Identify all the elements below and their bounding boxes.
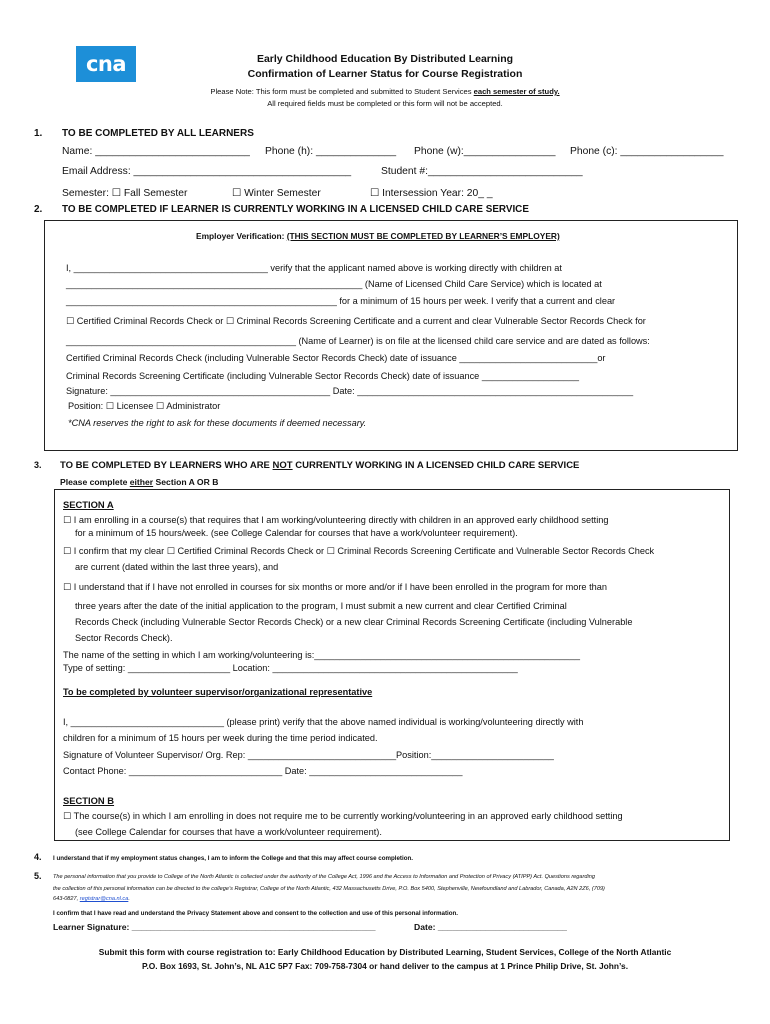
section-a-item-3-cont-1: three years after the date of the initial application to the program, I must submit a new current and clear Certified Criminal (75, 601, 567, 611)
section-a-item-1-cont: for a minimum of 15 hours/week. (see College Calendar for courses that have a work/volunteer requirement). (75, 528, 518, 538)
setting-name-field[interactable]: The name of the setting in which I am working/volunteering is:____________________________________________________ (63, 650, 580, 660)
employer-crsc-date[interactable]: Criminal Records Screening Certificate (including Vulnerable Sector Records Check) date of issuance ___________________ (66, 371, 579, 381)
employment-change-notice: I understand that if my employment status changes, I am to inform the College and that this may affect course completion. (53, 855, 413, 862)
volunteer-signature-position[interactable]: Signature of Volunteer Supervisor/ Org. Rep: _____________________________Position:________________________ (63, 750, 554, 760)
employer-verification-title: Employer Verification: (THIS SECTION MUST BE COMPLETED BY LEARNER’S EMPLOYER) (196, 231, 560, 241)
setting-type-location-field[interactable]: Type of setting: ____________________ Location: ________________________________________________ (63, 663, 518, 673)
student-number-field[interactable]: Student #:___________________________ (381, 166, 583, 177)
section-a-item-3[interactable]: ☐ I understand that if I have not enrolled in courses for six months or more and/or if I have been enrolled in the program for more than (63, 582, 607, 592)
section-b-item-cont: (see College Calendar for courses that have a work/volunteer requirement). (75, 827, 382, 837)
semester-intersession-checkbox[interactable]: ☐ Intersession Year: 20_ _ (370, 188, 493, 199)
privacy-consent-statement: I confirm that I have read and understand the Privacy Statement above and consent to the collection and use of this personal information. (53, 910, 459, 917)
semester-fall-checkbox[interactable]: Semester: ☐ Fall Semester (62, 188, 188, 199)
volunteer-supervisor-heading: To be completed by volunteer supervisor/organizational representative (63, 687, 373, 697)
submission-note: Please Note: This form must be completed and submitted to Student Services each semester of study. (210, 87, 560, 96)
volunteer-phone-date[interactable]: Contact Phone: ______________________________ Date: ______________________________ (63, 766, 463, 776)
section-3-number: 3. (34, 460, 42, 470)
volunteer-verify-cont: children for a minimum of 15 hours per week during the time period indicated. (63, 733, 378, 743)
section-a-heading: SECTION A (63, 499, 114, 510)
privacy-statement-line-3: 643-0827, registrar@cna.nl.ca. (53, 896, 130, 902)
employer-position-checkboxes[interactable]: Position: ☐ Licensee ☐ Administrator (68, 401, 221, 411)
phone-home-field[interactable]: Phone (h): ______________ (265, 146, 397, 157)
section-3-heading: TO BE COMPLETED BY LEARNERS WHO ARE NOT CURRENTLY WORKING IN A LICENSED CHILD CARE SERVICE (60, 460, 580, 471)
section-a-item-2-cont: are current (dated within the last three years), and (75, 562, 279, 572)
cna-logo: cna (76, 46, 136, 82)
learner-signature-field[interactable]: Learner Signature: ___________________________________________________ (53, 922, 376, 932)
section-a-item-3-cont-2: Records Check (including Vulnerable Sector Records Check) or a new clear Criminal Records Screening Certificate (including Vulnerable (75, 617, 633, 627)
section-b-heading: SECTION B (63, 795, 115, 806)
employer-line-5[interactable]: _____________________________________________ (Name of Learner) is on file at the licensed child care service and are dated as follows: (66, 336, 650, 346)
privacy-statement-line-2: the collection of this personal information can be directed to the college’s Registrar, College of the North Atlantic, 432 Massachusetts Drive, P.O. Box 5400, Stephenville, Newfoundland and Labrador, Canada, A2N 2Z6, (709) (53, 886, 605, 892)
section-b-item[interactable]: ☐ The course(s) in which I am enrolling in does not require me to be currently working/volunteering in an approved early childhood setting (63, 811, 623, 821)
employer-crc-date[interactable]: Certified Criminal Records Check (including Vulnerable Sector Records Check) date of issuance ___________________________or (66, 353, 606, 363)
section-3-instruction: Please complete either Section A OR B (60, 477, 219, 487)
section-2-number: 2. (34, 204, 43, 215)
phone-cell-field[interactable]: Phone (c): __________________ (570, 146, 724, 157)
employer-line-1[interactable]: I, ______________________________________ verify that the applicant named above is working directly with children at (66, 263, 562, 273)
section-a-item-3-cont-3: Sector Records Check). (75, 633, 173, 643)
section-1-heading: TO BE COMPLETED BY ALL LEARNERS (62, 128, 254, 139)
form-subtitle: Confirmation of Learner Status for Course Registration (247, 68, 523, 80)
employer-line-3[interactable]: _____________________________________________________ for a minimum of 15 hours per week. I verify that a current and clear (66, 296, 616, 306)
section-a-item-2[interactable]: ☐ I confirm that my clear ☐ Certified Criminal Records Check or ☐ Criminal Records Screening Certificate and Vulnerable Sector Records Check (63, 546, 655, 556)
submission-instructions: Submit this form with course registration to: Early Childhood Education by Distributed Learning, Student Services, College of the North Atlantic (98, 947, 672, 957)
employer-line-2[interactable]: __________________________________________________________ (Name of Licensed Child Care Service) which is located at (66, 279, 602, 289)
employer-signature-date[interactable]: Signature: ___________________________________________ Date: ______________________________________________________ (66, 386, 634, 396)
learner-date-field[interactable]: Date: ___________________________ (414, 922, 567, 932)
submission-address: P.O. Box 1693, St. John’s, NL A1C 5P7 Fax: 709-758-7304 or hand deliver to the campus at 1 Prince Philip Drive, St. John’s. (141, 961, 629, 971)
privacy-statement-line-1: The personal information that you provide to College of the North Atlantic is collected under the authority of the College Act, 1996 and the Access to Information and Protection of Privacy (ATIPP) Act. Questions regarding (53, 874, 595, 880)
section-5-number: 5. (34, 871, 42, 881)
form-title: Early Childhood Education By Distributed Learning (256, 53, 514, 65)
semester-winter-checkbox[interactable]: ☐ Winter Semester (232, 188, 321, 199)
section-a-item-1[interactable]: ☐ I am enrolling in a course(s) that requires that I am working/volunteering directly with children in an approved early childhood setting (63, 515, 609, 525)
name-field[interactable]: Name: ___________________________ (62, 146, 250, 157)
email-field[interactable]: Email Address: ______________________________________ (62, 166, 352, 177)
section-1-number: 1. (34, 128, 43, 139)
volunteer-verify-line[interactable]: I, ______________________________ (please print) verify that the above named individual is working/volunteering directly with (63, 717, 584, 727)
phone-work-field[interactable]: Phone (w):________________ (414, 146, 556, 157)
cna-reserves-note: *CNA reserves the right to ask for these documents if deemed necessary. (68, 418, 367, 428)
required-note: All required fields must be completed or this form will not be accepted. (267, 99, 503, 108)
registrar-email-link[interactable]: registrar@cna.nl.ca (79, 896, 129, 902)
section-2-heading: TO BE COMPLETED IF LEARNER IS CURRENTLY WORKING IN A LICENSED CHILD CARE SERVICE (62, 204, 529, 215)
employer-record-checkboxes[interactable]: ☐ Certified Criminal Records Check or ☐ Criminal Records Screening Certificate and a current and clear Vulnerable Sector Records Check for (66, 316, 646, 326)
section-4-number: 4. (34, 852, 42, 862)
